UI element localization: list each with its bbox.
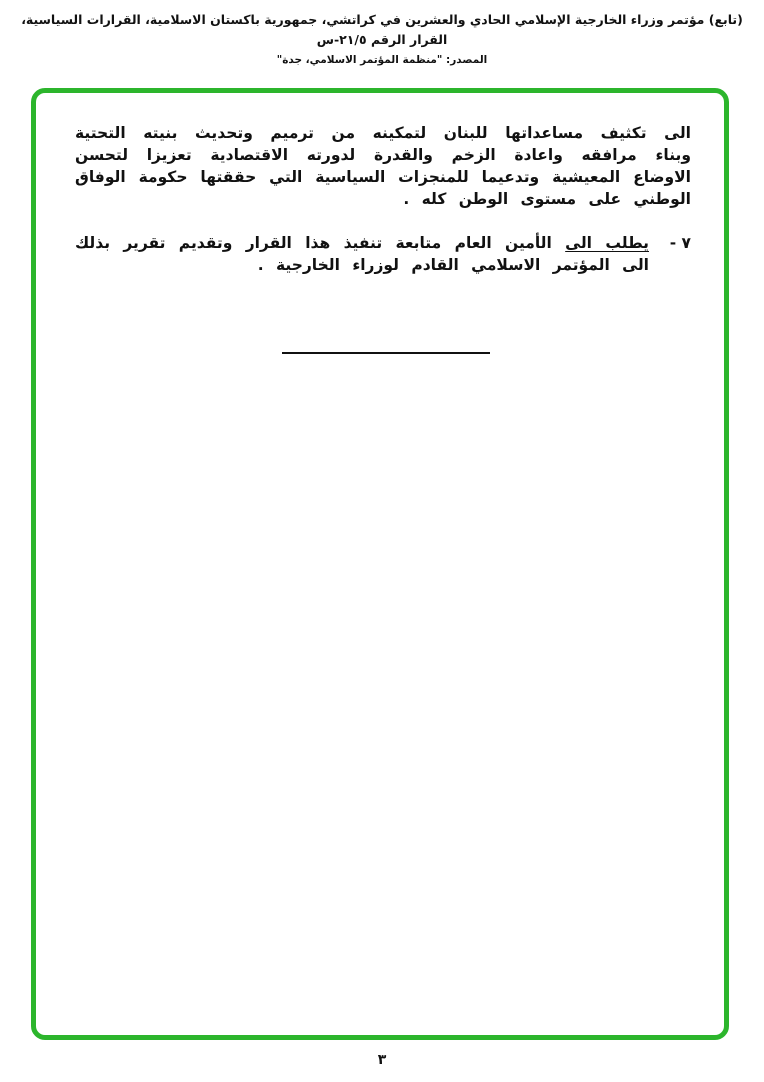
list-item-7-lead-underlined: يطلب الى (565, 234, 649, 252)
document-body (75, 122, 691, 276)
list-item-7-text (75, 232, 649, 276)
paragraph-continuation: الى تكثيف مساعداتها للبنان لتمكينه من ترميم وتحديث بنيته التحتية وبناء مرافقه واعادة الزخم والقدرة لدورته الاقتصادية تعزيزا لتحسن الاوضاع المعيشية وتدعيما للمنجزات السياسية التي حققتها حكومة الوفاق الوطني على مستوى الوطن كله . (75, 124, 691, 208)
list-item-7 (75, 232, 691, 276)
section-divider-line (282, 352, 490, 354)
page-number: ٣ (377, 1052, 387, 1068)
header-title-line: (تابع) مؤتمر وزراء الخارجية الإسلامي الحادي والعشرين في كراتشي، جمهورية باكستان الاسلامية، القرارات السياسية، القرار الرقم ٢١/٥-س (21, 12, 743, 47)
header-source-line: المصدر: "منظمة المؤتمر الاسلامي، جدة" (276, 54, 488, 66)
list-item-7-rest: الأمين العام متابعة تنفيذ هذا القرار وتقديم تقرير بذلك الى المؤتمر الاسلامي القادم لوزراء الخارجية . (75, 234, 649, 274)
list-item-7-marker: ٧ - (669, 234, 691, 252)
document-header (0, 10, 764, 66)
